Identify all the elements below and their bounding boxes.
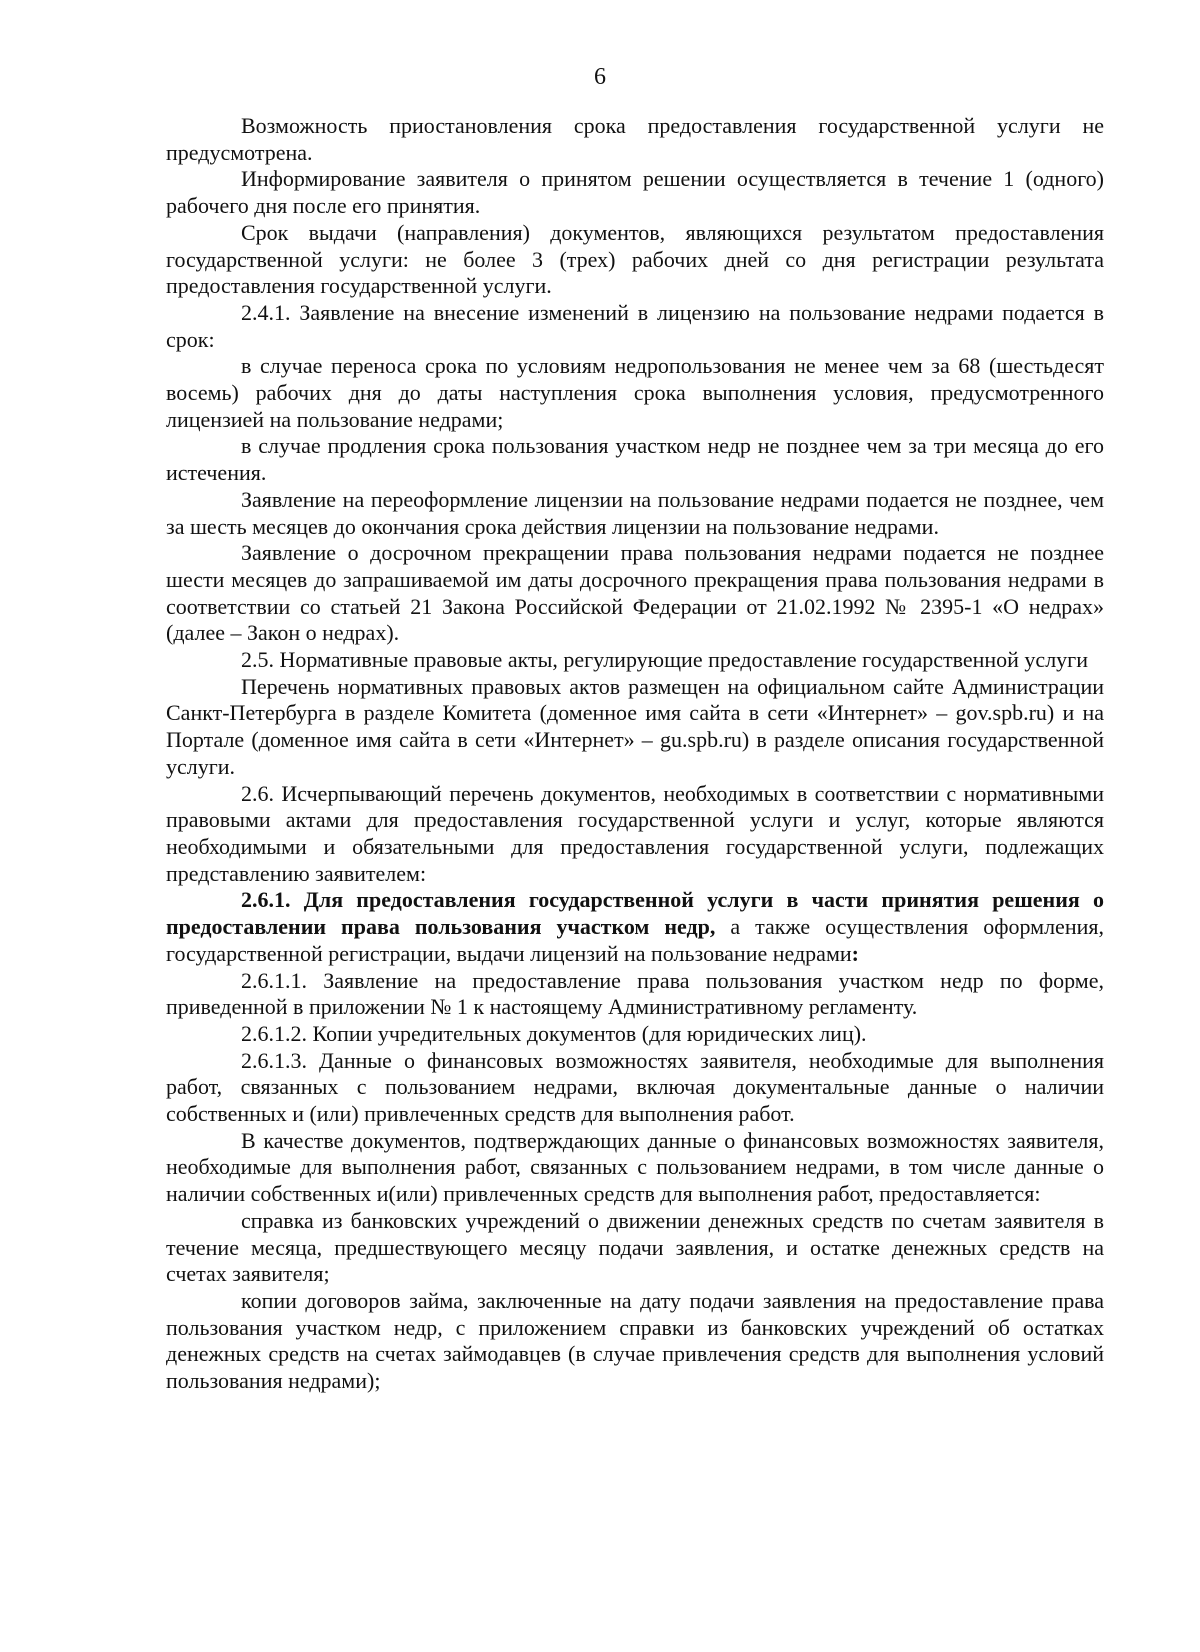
page-number: 6 [594,64,606,90]
paragraph: в случае переноса срока по условиям недропользования не менее чем за 68 (шестьдесят восемь) рабочих дня до даты наступления срока выполнения условия, предусмотренного лицензией на пользование недрами; [166,353,1104,432]
paragraph: в случае продления срока пользования участком недр не позднее чем за три месяца до его истечения. [166,433,1104,486]
paragraph: Перечень нормативных правовых актов размещен на официальном сайте Администрации Санкт-Петербурга в разделе Комитета (доменное имя сайта в сети «Интернет» – gov.spb.ru) и на Портале (доменное имя сайта в сети «Интернет» – gu.spb.ru) в разделе описания государственной услуги. [166,673,1104,779]
paragraph: Срок выдачи (направления) документов, являющихся результатом предоставления государственной услуги: не более 3 (трех) рабочих дней со дня регистрации результата предоставления государственной услуги. [166,219,1104,299]
paragraph: Возможность приостановления срока предоставления государственной услуги не предусмотрена. [166,113,1104,165]
paragraph: 2.6. Исчерпывающий перечень документов, необходимых в соответствии с нормативными правовыми актами для предоставления государственной услуги и услуг, которые являются необходимыми и обязательными для предоставления государственной услуги, подлежащих представлению заявителем: [166,780,1104,886]
section-2-6-1-heading: 2.6.1. Для предоставления государственной услуги в части принятия решения о предоставлении права пользования участком недр, [166,887,1104,940]
section-2-6-1-paragraph [166,887,1104,967]
paragraph: 2.6.1.3. Данные о финансовых возможностях заявителя, необходимые для выполнения работ, связанных с пользованием недрами, включая документальные данные о наличии собственных и (или) привлеченных средств для выполнения работ. [166,1047,1104,1127]
paragraph: Заявление о досрочном прекращении права пользования недрами подается не позднее шести месяцев до запрашиваемой им даты досрочного прекращения права пользования недрами в соответствии со статьей 21 Закона Российской Федерации от 21.02.1992 № 2395-1 «О недрах» (далее – Закон о недрах). [166,540,1104,646]
paragraph: справка из банковских учреждений о движении денежных средств по счетам заявителя в течение месяца, предшествующего месяцу подачи заявления, и остатке денежных средств на счетах заявителя; [166,1207,1104,1287]
paragraph: копии договоров займа, заключенные на дату подачи заявления на предоставление права пользования участком недр, с приложением справки из банковских учреждений об остатках денежных средств на счетах займодавцев (в случае привлечения средств для выполнения условий пользования недрами); [166,1287,1104,1394]
section-2-6-1-colon: : [851,940,859,966]
paragraph: Информирование заявителя о принятом решении осуществляется в течение 1 (одного) рабочего дня после его принятия. [166,166,1104,219]
paragraph: 2.6.1.1. Заявление на предоставление права пользования участком недр по форме, приведенной в приложении № 1 к настоящему Административному регламенту. [166,967,1104,1020]
paragraph: 2.5. Нормативные правовые акты, регулирующие предоставление государственной услуги [241,647,1088,673]
section-2-6-1-text: а также осуществления оформления, государственной регистрации, выдачи лицензий на пользование недрами [166,914,1104,966]
paragraph: 2.4.1. Заявление на внесение изменений в лицензию на пользование недрами подается в срок: [166,299,1104,352]
paragraph: В качестве документов, подтверждающих данные о финансовых возможностях заявителя, необходимые для выполнения работ, связанных с пользованием недрами, в том числе данные о наличии собственных и(или) привлеченных средств для выполнения работ, предоставляется: [166,1127,1104,1207]
paragraph: 2.6.1.2. Копии учредительных документов (для юридических лиц). [241,1020,867,1046]
document-body [166,113,1104,1395]
paragraph: Заявление на переоформление лицензии на пользование недрами подается не позднее, чем за шесть месяцев до окончания срока действия лицензии на пользование недрами. [166,486,1104,539]
